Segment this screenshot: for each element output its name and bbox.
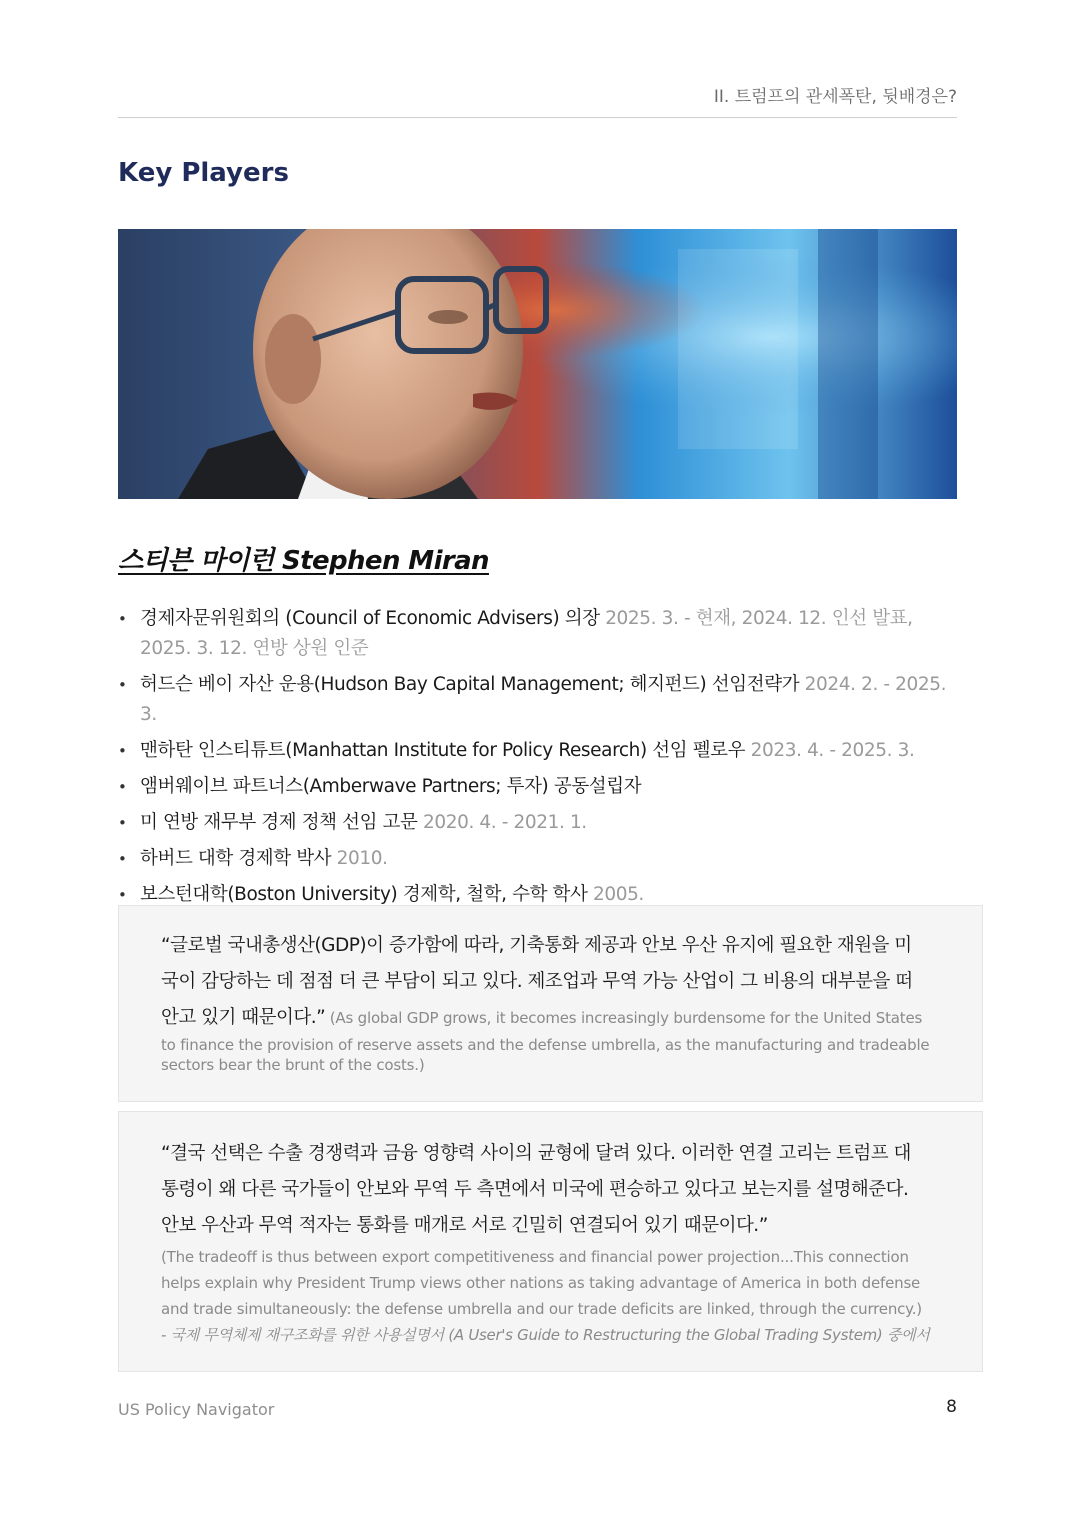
quote-korean-line: 안보 우산과 무역 적자는 통화를 매개로 서로 긴밀히 연결되어 있기 때문이다.” (161, 1215, 768, 1236)
quote-english-line: (The tradeoff is thus between export competitiveness and financial power projection...This connection (161, 1248, 909, 1266)
career-date: 2023. 4. - 2025. 3. (750, 740, 915, 761)
section-title: Key Players (118, 158, 289, 188)
career-role: 맨하탄 인스티튜트(Manhattan Institute for Policy Research) 선임 펠로우 (140, 740, 751, 761)
person-name: 스티븐 마이런 Stephen Miran (118, 546, 489, 576)
career-date: 2024. 2. - 2025. 3. (140, 674, 947, 725)
quote-english-line: helps explain why President Trump views other nations as taking advantage of America in both defense (161, 1274, 921, 1292)
quote-english-text: (As global GDP grows, it becomes increasingly burdensome for the United States (325, 1009, 923, 1027)
career-item (118, 772, 968, 802)
quote-box (118, 1111, 983, 1372)
quote-korean-text: 안고 있기 때문이다.” (161, 1007, 326, 1028)
career-date: 2005. (592, 884, 644, 905)
quote-korean-line: “글로벌 국내총생산(GDP)이 증가함에 따라, 기축통화 제공과 안보 우산 유지에 필요한 재원을 미 (161, 935, 912, 956)
bullet-icon: • (118, 814, 127, 832)
quote-korean-line: “결국 선택은 수출 경쟁력과 금융 영향력 사이의 균형에 달려 있다. 이러한 연결 고리는 트럼프 대 (161, 1143, 911, 1164)
career-item (118, 808, 968, 838)
page-number: 8 (946, 1397, 957, 1417)
bullet-icon: • (118, 886, 127, 904)
career-item (118, 604, 968, 664)
career-role: 경제자문위원회의 (Council of Economic Advisers) 의장 (140, 608, 606, 629)
footer-publication: US Policy Navigator (118, 1400, 275, 1419)
quote-korean-line: 통령이 왜 다른 국가들이 안보와 무역 두 측면에서 미국에 편승하고 있다고 보는지를 설명해준다. (161, 1179, 909, 1200)
bullet-icon: • (118, 676, 127, 694)
career-date: 2010. (336, 848, 388, 869)
career-role: 미 연방 재무부 경제 정책 선임 고문 (140, 812, 423, 833)
header-divider (118, 117, 957, 118)
person-photo (118, 229, 957, 499)
career-item (118, 844, 968, 874)
quote-english-line: sectors bear the brunt of the costs.) (161, 1056, 425, 1074)
bullet-icon: • (118, 850, 127, 868)
quote-korean-line: 국이 감당하는 데 점점 더 큰 부담이 되고 있다. 제조업과 무역 가능 산업이 그 비용의 대부분을 떠 (161, 971, 913, 992)
career-list (118, 604, 968, 916)
career-date: 2025. 3. - 현재, 2024. 12. 인선 발표, 2025. 3. 12. 연방 상원 인준 (140, 608, 913, 659)
career-date: 2020. 4. - 2021. 1. (422, 812, 587, 833)
career-role: 허드슨 베이 자산 운용(Hudson Bay Capital Management; 헤지펀드) 선임전략가 (140, 674, 805, 695)
career-role: 보스턴대학(Boston University) 경제학, 철학, 수학 학사 (140, 884, 593, 905)
career-item (118, 670, 968, 730)
career-item (118, 736, 968, 766)
career-role: 하버드 대학 경제학 박사 (140, 848, 337, 869)
quote-korean-line (161, 1000, 964, 1036)
quote-english-line: and trade simultaneously: the defense umbrella and our trade deficits are linked, through the currency.) (161, 1300, 922, 1318)
quote-box (118, 905, 983, 1102)
bullet-icon: • (118, 610, 127, 628)
bullet-icon: • (118, 742, 127, 760)
career-role: 앰버웨이브 파트너스(Amberwave Partners; 투자) 공동설립자 (140, 776, 642, 797)
bullet-icon: • (118, 778, 127, 796)
chapter-header: II. 트럼프의 관세폭탄, 뒷배경은? (713, 87, 957, 107)
quote-english-line: to finance the provision of reserve assets and the defense umbrella, as the manufacturing and tradeable (161, 1036, 930, 1054)
quote-source: - 국제 무역체제 재구조화를 위한 사용설명서 (A User's Guide to Restructuring the Global Trading System) 중에서 (161, 1326, 930, 1344)
